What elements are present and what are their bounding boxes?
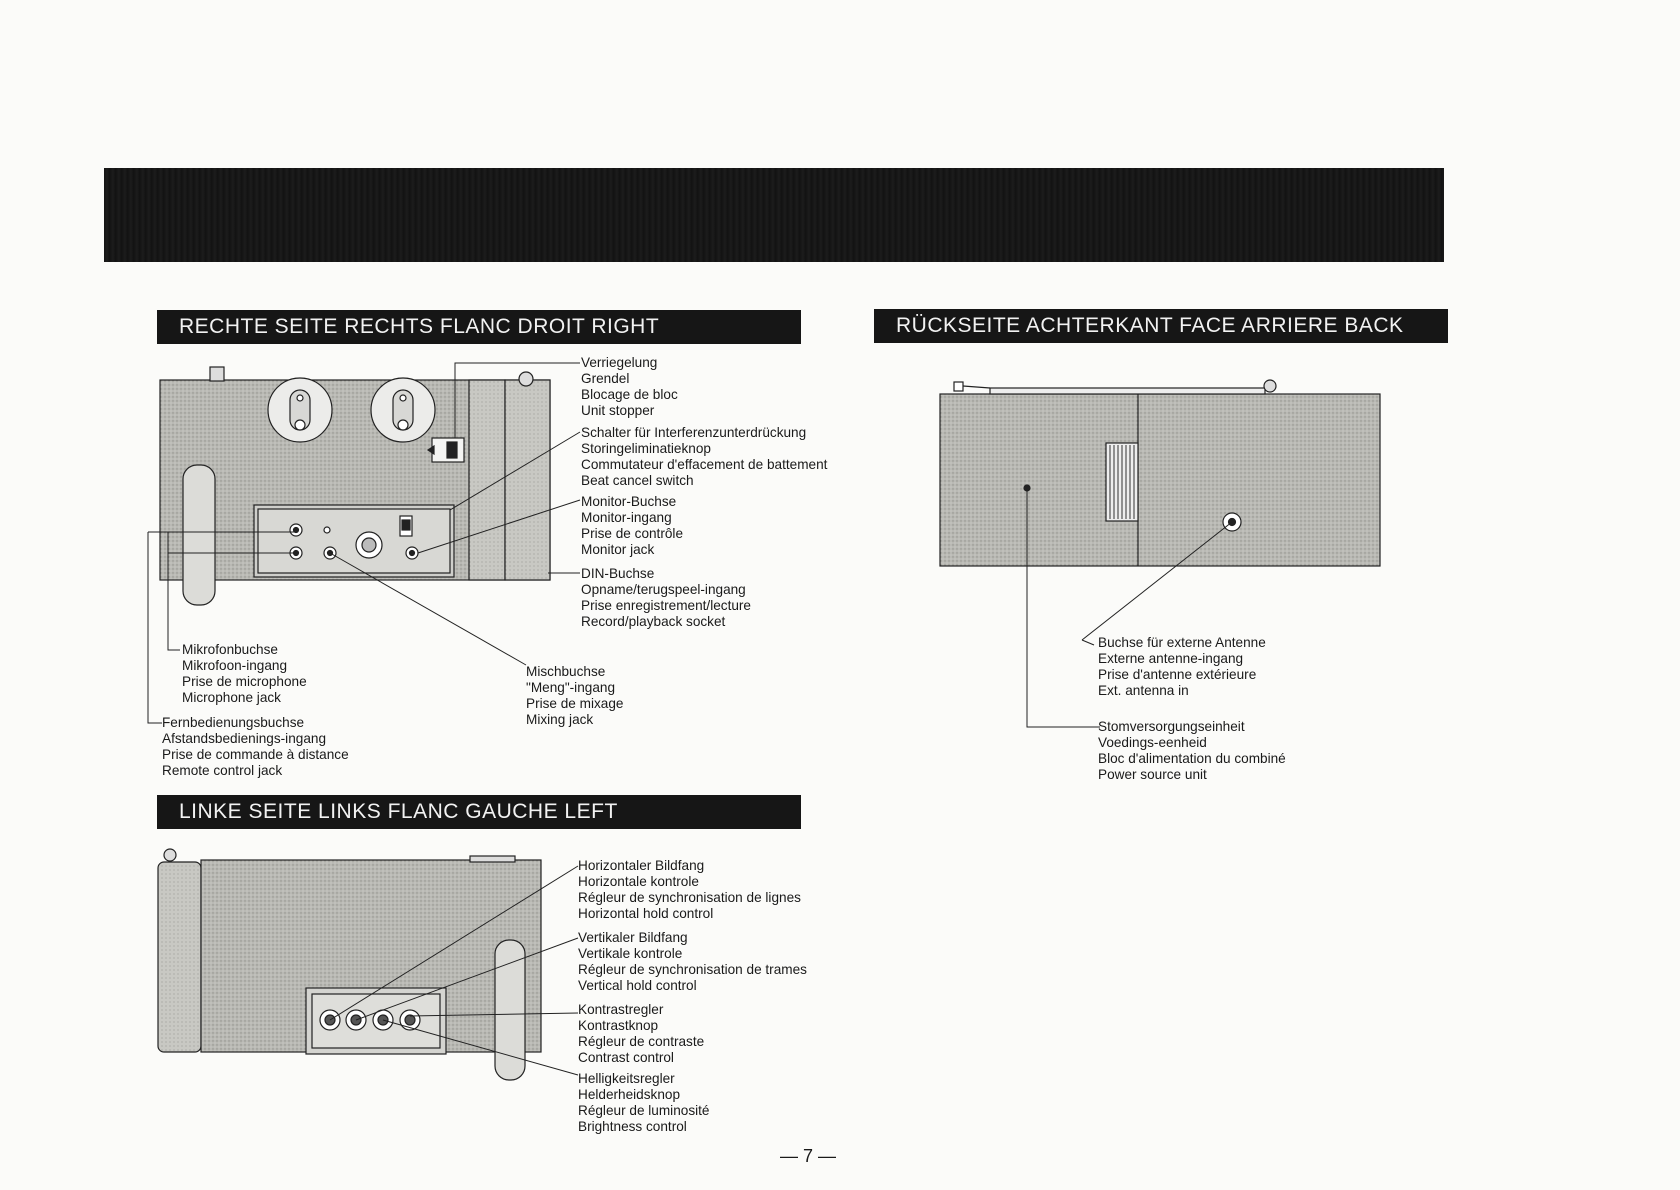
section-header-right: RECHTE SEITE RECHTS FLANC DROIT RIGHT [157, 310, 801, 344]
label-din-socket: DIN-Buchse Opname/terugspeel-ingang Prise enregistrement/lecture Record/playback socket [581, 566, 751, 629]
right-knob-1 [268, 378, 332, 442]
label-brightness-control: Helligkeitsregler Helderheidsknop Régleur de luminosité Brightness control [578, 1071, 710, 1134]
left-side-device [158, 849, 541, 1080]
label-power-source-unit: Stomversorgungseinheit Voedings-eenheid Bloc d'alimentation du combiné Power source unit [1098, 719, 1286, 782]
label-monitor-jack: Monitor-Buchse Monitor-ingang Prise de contrôle Monitor jack [581, 494, 684, 557]
back-device [940, 380, 1380, 566]
label-vertical-hold: Vertikaler Bildfang Vertikale kontrole Régleur de synchronisation de trames Vertical hold control [578, 930, 807, 993]
section-header-back: RÜCKSEITE ACHTERKANT FACE ARRIERE BACK [874, 309, 1448, 343]
page-number: — 7 — [780, 1146, 837, 1166]
label-microphone-jack: Mikrofonbuchse Mikrofoon-ingang Prise de microphone Microphone jack [182, 642, 307, 705]
right-side-device [160, 367, 550, 605]
label-beat-cancel-switch: Schalter für Interferenzunterdrückung Storingeliminatieknop Commutateur d'effacement de battement Beat cancel switch [581, 425, 828, 488]
label-mixing-jack: Mischbuchse "Meng"-ingang Prise de mixage Mixing jack [526, 664, 624, 727]
label-horizontal-hold: Horizontaler Bildfang Horizontale kontrole Régleur de synchronisation de lignes Horizontal hold control [578, 858, 801, 921]
right-knob-2 [371, 378, 435, 442]
label-ext-antenna: Buchse für externe Antenne Externe antenne-ingang Prise d'antenne extérieure Ext. antenna in [1098, 635, 1266, 698]
section-header-left: LINKE SEITE LINKS FLANC GAUCHE LEFT [157, 795, 801, 829]
label-remote-control-jack: Fernbedienungsbuchse Afstandsbedienings-ingang Prise de commande à distance Remote control jack [162, 715, 349, 778]
label-contrast-control: Kontrastregler Kontrastknop Régleur de contraste Contrast control [578, 1002, 705, 1065]
label-unit-stopper: Verriegelung Grendel Blocage de bloc Unit stopper [581, 355, 678, 418]
